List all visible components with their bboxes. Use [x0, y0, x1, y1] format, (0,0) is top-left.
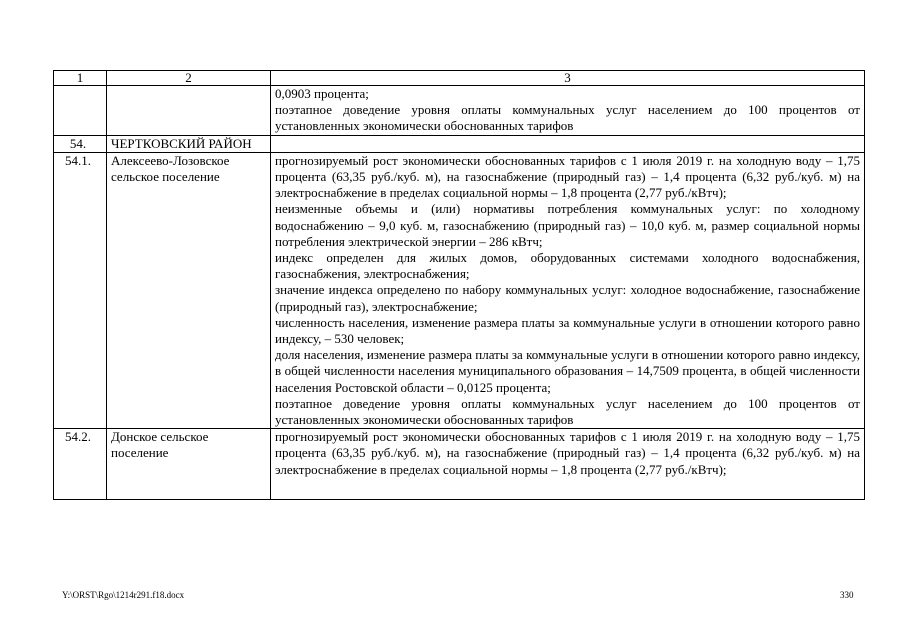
settlement-name-cell: Алексеево-Лозовское сельское поселение [107, 152, 271, 428]
footer-file-path: Y:\ORST\Rgo\1214r291.f18.docx [62, 590, 185, 600]
description-paragraph: прогнозируемый рост экономически обоснованных тарифов с 1 июля 2019 г. на холодную воду – 1,75 процента (63,35 руб./куб. м), на газоснабжение (природный газ) – 1,4 процента (6,32 руб./куб. м) на электроснабжение в пределах социальной нормы – 1,8 процента (2,77 руб./кВтч); [275, 429, 860, 477]
description-paragraph: доля населения, изменение размера платы за коммунальные услуги в отношении которого равно индексу, в общей численности населения муниципального образования – 14,7509 процента, в общей численности населения Ростовской области – 0,0125 процента; [275, 347, 860, 395]
row-description-cell [271, 86, 865, 136]
description-clip [275, 429, 860, 499]
row-description-cell [271, 152, 865, 428]
description-paragraph: неизменные объемы и (или) нормативы потребления коммунальных услуг: по холодному водоснабжению – 9,0 куб. м, газоснабжению (природный газ) – 10,0 куб. м, размер социальной нормы потребления электрической энергии – 286 кВтч; [275, 201, 860, 249]
row-description-cell [271, 135, 865, 152]
header-cell-2: 2 [107, 71, 271, 86]
table-row-settlement [54, 429, 865, 500]
header-cell-3: 3 [271, 71, 865, 86]
header-row [54, 71, 865, 86]
row-number-cell: 54.1. [54, 152, 107, 428]
description-paragraph: поэтапное доведение уровня оплаты коммунальных услуг населением до 100 процентов от установленных экономически обоснованных тарифов [275, 395, 860, 428]
tariff-table [53, 70, 865, 500]
row-name-cell [107, 86, 271, 136]
table-row-district [54, 135, 865, 152]
footer-page-number: 330 [840, 590, 854, 600]
description-paragraph: численность населения, изменение размера платы за коммунальные услуги в отношении которого равно индексу, – 530 человек; [275, 314, 860, 347]
description-paragraph: 0,0903 процента; [275, 86, 369, 101]
table-row-settlement [54, 152, 865, 428]
description-paragraph: поэтапное доведение уровня оплаты коммунальных услуг населением до 100 процентов от установленных экономически обоснованных тарифов [275, 102, 860, 134]
district-name-cell: ЧЕРТКОВСКИЙ РАЙОН [107, 135, 271, 152]
description-paragraph: значение индекса определено по набору коммунальных услуг: холодное водоснабжение, газоснабжение (природный газ), электроснабжение; [275, 282, 860, 314]
description-paragraph: прогнозируемый рост экономически обоснованных тарифов с 1 июля 2019 г. на холодную воду – 1,75 процента (63,35 руб./куб. м), на газоснабжение (природный газ) – 1,4 процента (6,32 руб./куб. м) на электроснабжение в пределах социальной нормы – 1,8 процента (2,77 руб./кВтч); [275, 152, 860, 201]
row-number-cell: 54.2. [54, 429, 107, 500]
description-paragraph: индекс определен для жилых домов, оборудованных системами холодного водоснабжения, газоснабжения, электроснабжения; [275, 250, 860, 282]
row-number-cell [54, 86, 107, 136]
header-cell-1: 1 [54, 71, 107, 86]
row-description-cell [271, 429, 865, 500]
table-row-continuation [54, 86, 865, 136]
settlement-name-cell: Донское сельское поселение [107, 429, 271, 500]
row-number-cell: 54. [54, 135, 107, 152]
